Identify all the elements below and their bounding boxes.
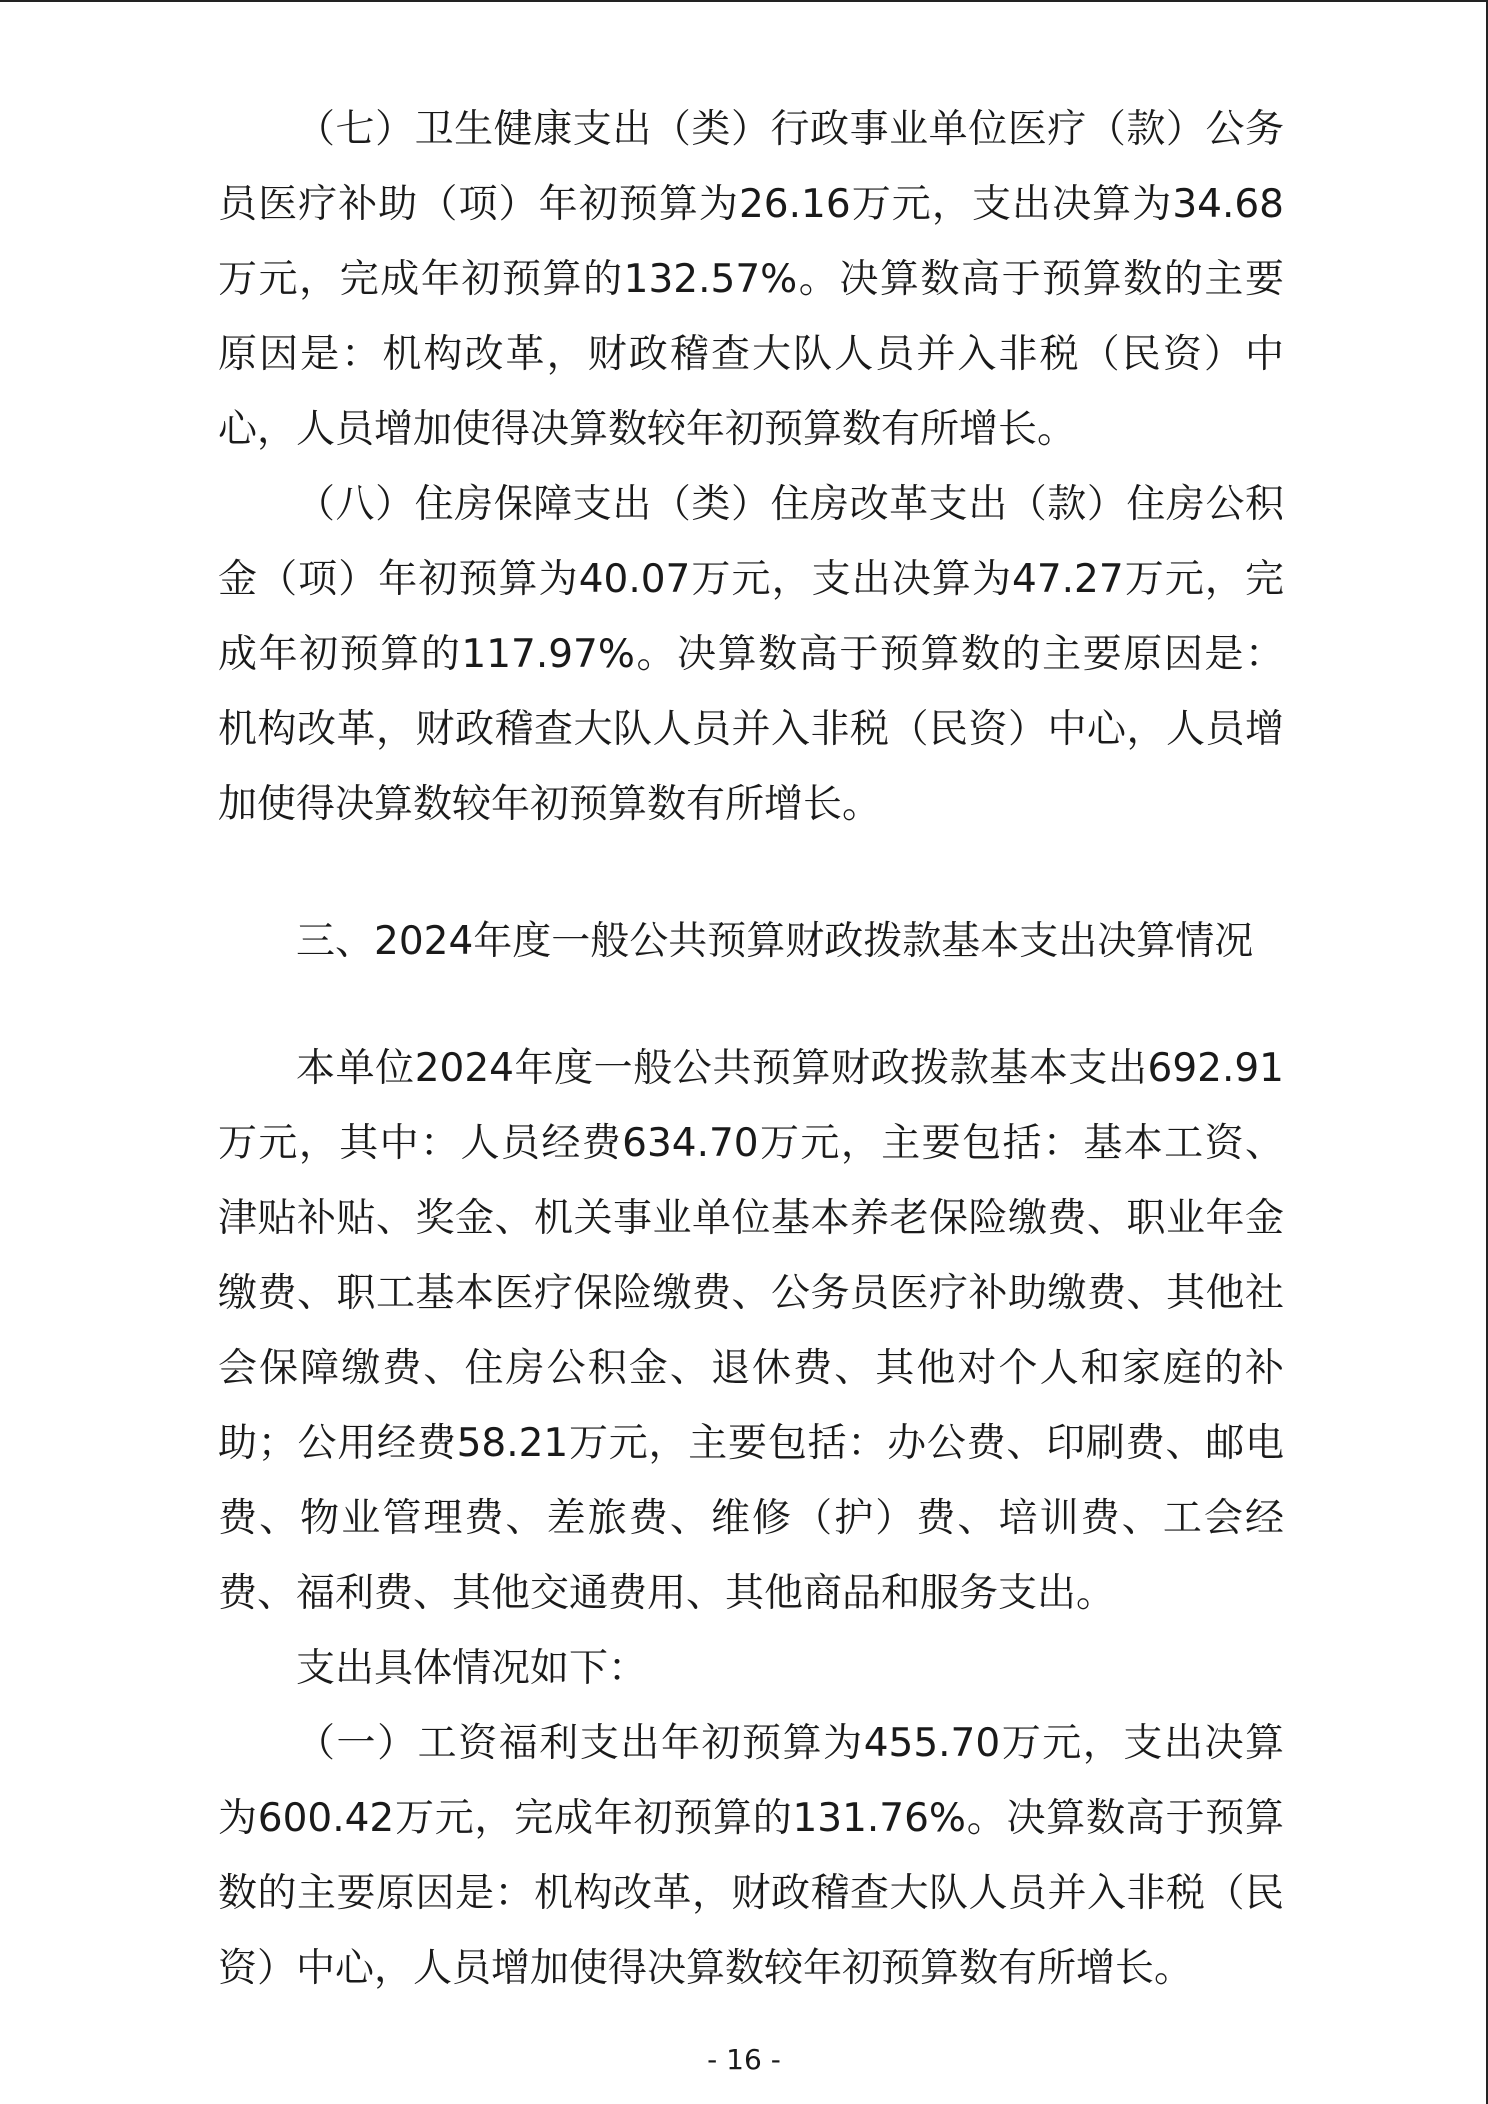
document-body <box>218 92 1284 2006</box>
page-top-border <box>0 0 1488 2</box>
paragraph-health-expenditure: （七）卫生健康支出（类）行政事业单位医疗（款）公务员医疗补助（项）年初预算为26.16万元，支出决算为34.68万元，完成年初预算的132.57%。决算数高于预算数的主要原因是：机构改革，财政稽查大队人员并入非税（民资）中心，人员增加使得决算数较年初预算数有所增长。 <box>218 107 1284 452</box>
paragraph-salary-welfare: （一）工资福利支出年初预算为455.70万元，支出决算为600.42万元，完成年初预算的131.76%。决算数高于预算数的主要原因是：机构改革，财政稽查大队人员并入非税（民资）中心，人员增加使得决算数较年初预算数有所增长。 <box>218 1721 1284 1991</box>
page-number: - 16 - <box>707 2043 781 2076</box>
paragraph-housing-expenditure: （八）住房保障支出（类）住房改革支出（款）住房公积金（项）年初预算为40.07万元，支出决算为47.27万元，完成年初预算的117.97%。决算数高于预算数的主要原因是：机构改革，财政稽查大队人员并入非税（民资）中心，人员增加使得决算数较年初预算数有所增长。 <box>218 482 1284 827</box>
paragraph-basic-expenditure: 本单位2024年度一般公共预算财政拨款基本支出692.91万元，其中：人员经费634.70万元，主要包括：基本工资、津贴补贴、奖金、机关事业单位基本养老保险缴费、职业年金缴费、职工基本医疗保险缴费、公务员医疗补助缴费、其他社会保障缴费、住房公积金、退休费、其他对个人和家庭的补助；公用经费58.21万元，主要包括：办公费、印刷费、邮电费、物业管理费、差旅费、维修（护）费、培训费、工会经费、福利费、其他交通费用、其他商品和服务支出。 <box>218 1046 1284 1616</box>
section-heading: 三、2024年度一般公共预算财政拨款基本支出决算情况 <box>296 919 1254 964</box>
paragraph-details-intro: 支出具体情况如下： <box>296 1646 648 1691</box>
